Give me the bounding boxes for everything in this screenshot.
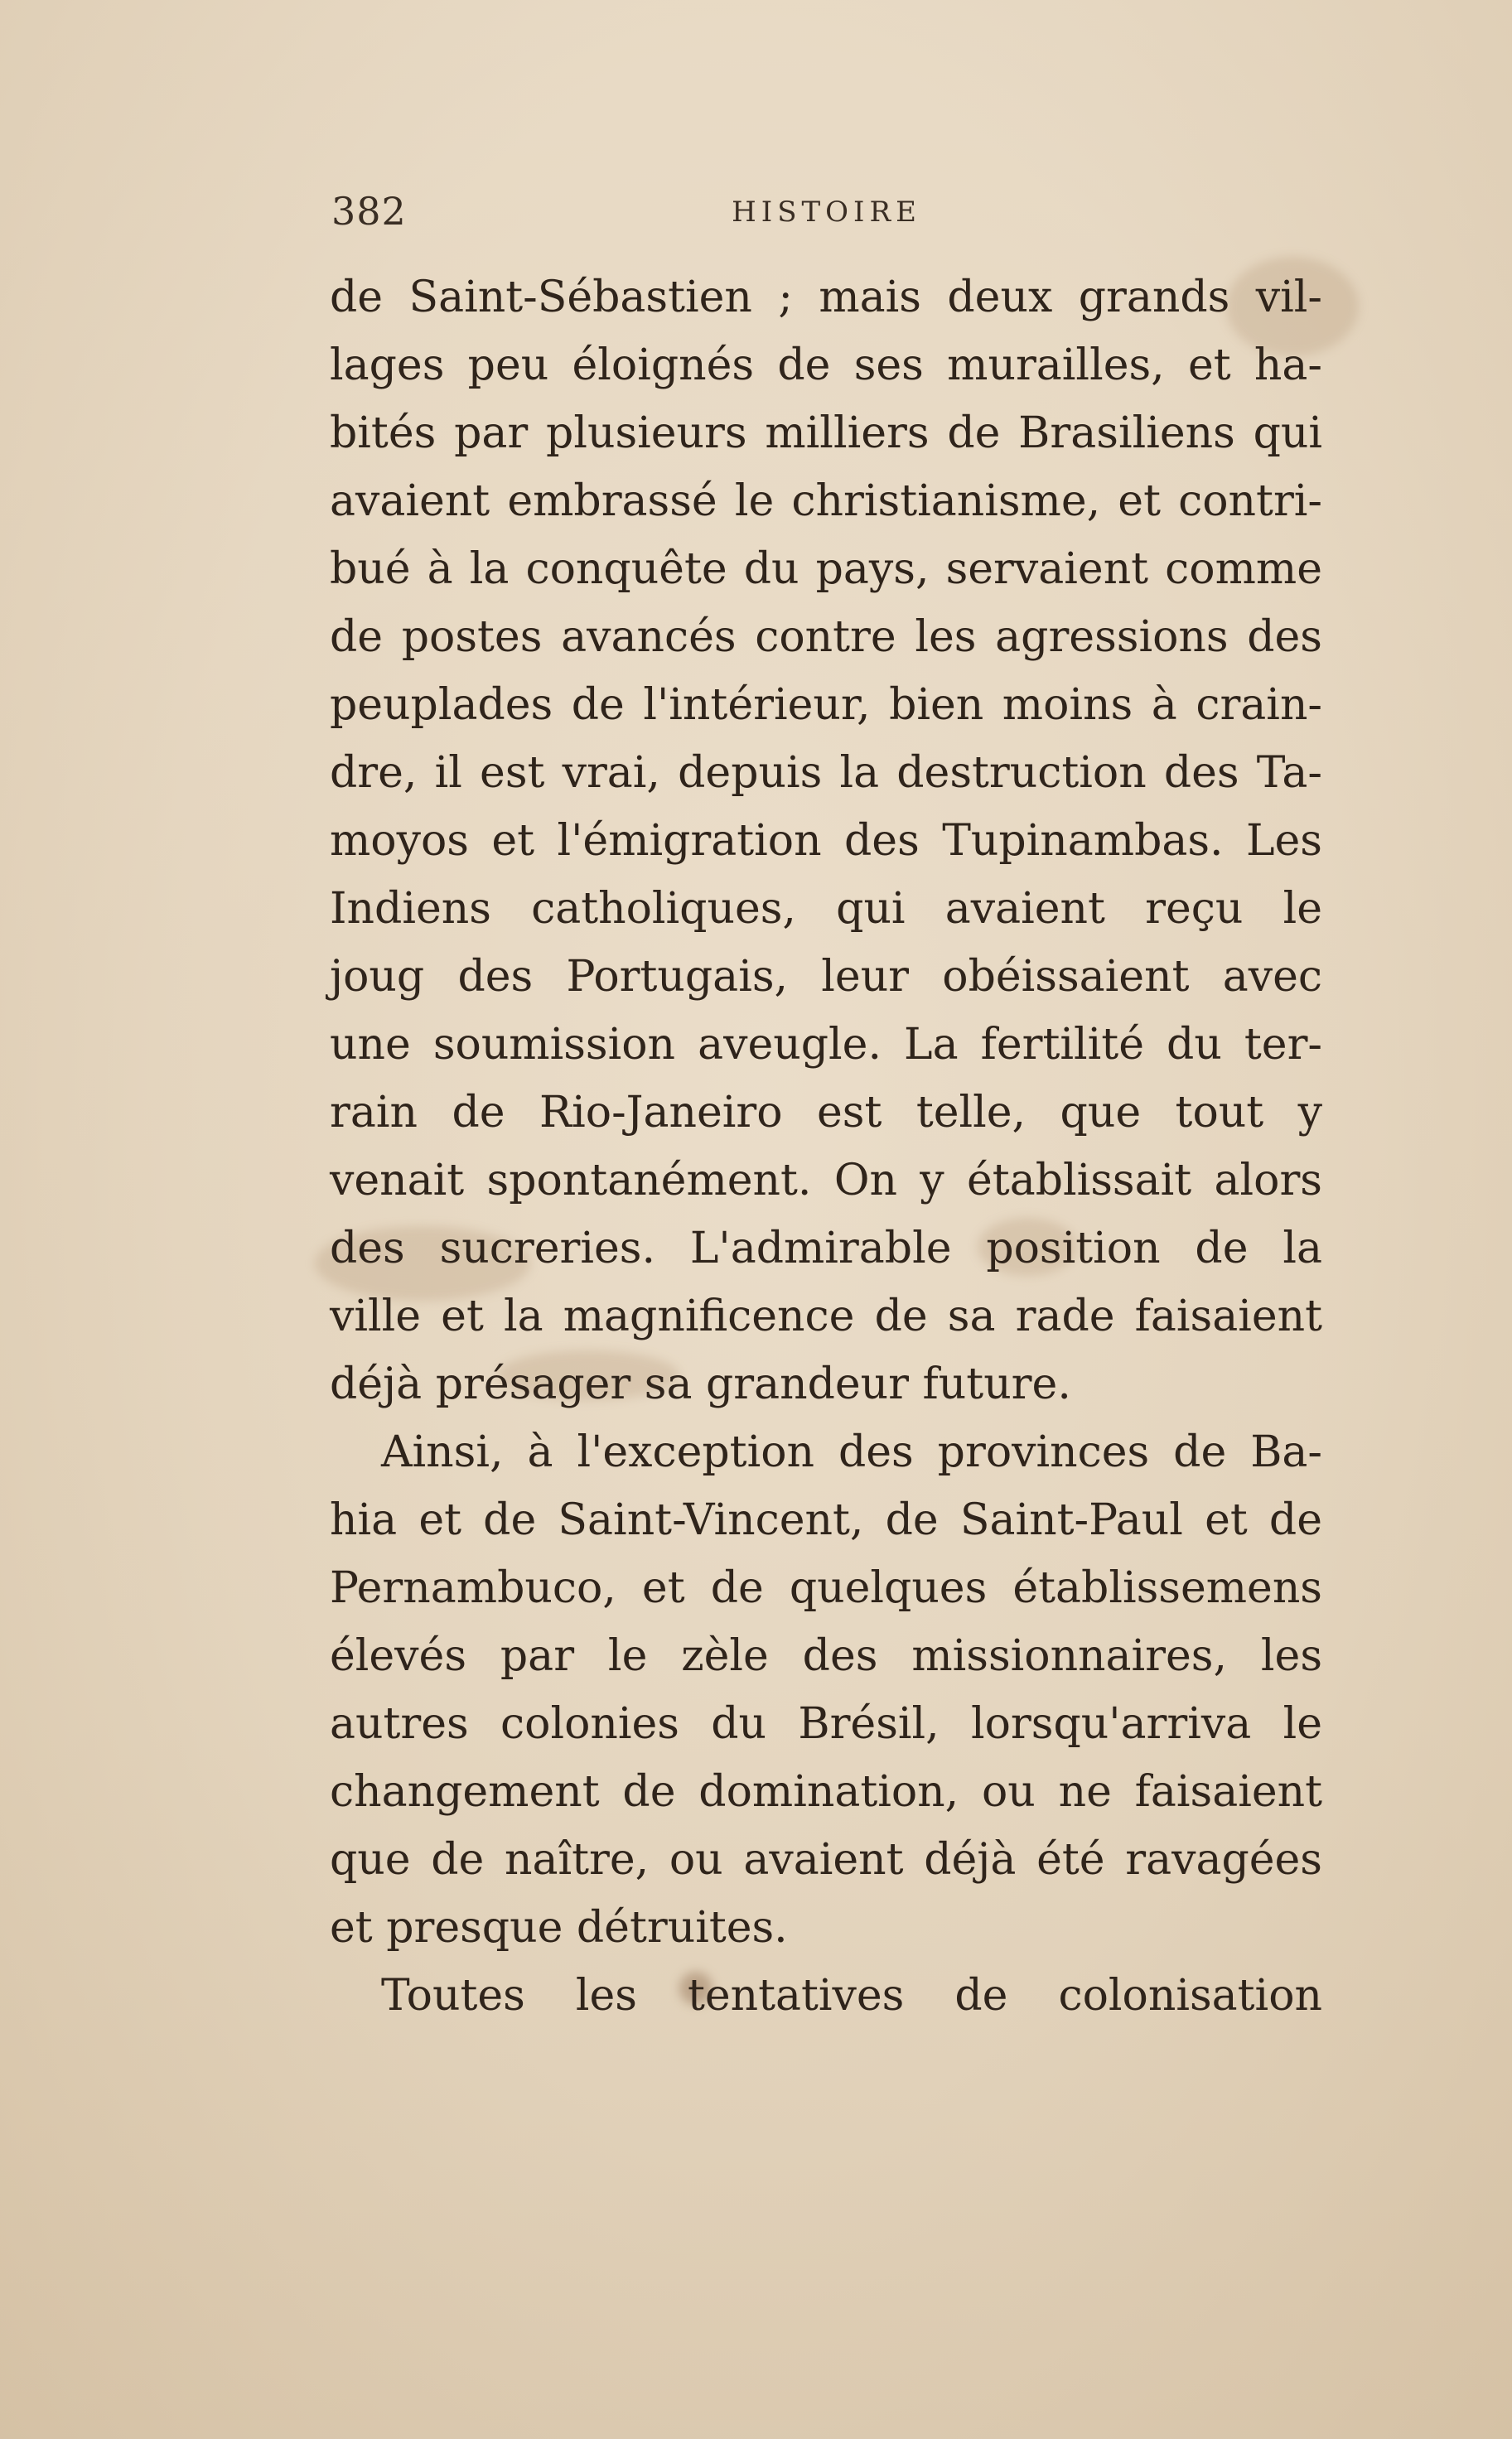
body-text bbox=[330, 263, 1322, 2030]
text-line: rain de Rio-Janeiro est telle, que tout y bbox=[330, 1088, 1322, 1137]
running-head: HISTOIRE bbox=[732, 196, 921, 229]
text-line: peuplades de l'intérieur, bien moins à crain- bbox=[330, 680, 1322, 730]
text-line: Pernambuco, et de quelques établissemens bbox=[330, 1563, 1322, 1613]
text-line: Toutes les tentatives de colonisation bbox=[381, 1971, 1322, 2021]
text-line: bités par plusieurs milliers de Brasiliens qui bbox=[330, 408, 1322, 458]
page-header bbox=[331, 189, 1321, 247]
text-line: une soumission aveugle. La fertilité du ter- bbox=[330, 1020, 1322, 1070]
text-line: autres colonies du Brésil, lorsqu'arriva le bbox=[330, 1699, 1322, 1749]
text-line: des sucreries. L'admirable position de la bbox=[330, 1224, 1322, 1273]
text-line: Ainsi, à l'exception des provinces de Ba- bbox=[381, 1427, 1322, 1477]
text-line: ville et la magnificence de sa rade faisaient bbox=[330, 1292, 1322, 1341]
text-line: venait spontanément. On y établissait alors bbox=[330, 1156, 1322, 1205]
text-line: bué à la conquête du pays, servaient comme bbox=[330, 544, 1322, 594]
text-line: de Saint-Sébastien ; mais deux grands vil- bbox=[330, 273, 1322, 322]
text-line: Indiens catholiques, qui avaient reçu le bbox=[330, 884, 1322, 934]
text-line: avaient embrassé le christianisme, et contri- bbox=[330, 476, 1322, 526]
text-line: dre, il est vrai, depuis la destruction des Ta- bbox=[330, 748, 1322, 798]
text-line: moyos et l'émigration des Tupinambas. Les bbox=[330, 816, 1322, 866]
text-line: joug des Portugais, leur obéissaient avec bbox=[330, 952, 1322, 1002]
text-line: hia et de Saint-Vincent, de Saint-Paul et de bbox=[330, 1495, 1322, 1545]
text-line: déjà présager sa grandeur future. bbox=[330, 1360, 1071, 1409]
text-line: lages peu éloignés de ses murailles, et ha- bbox=[330, 340, 1322, 390]
text-line: et presque détruites. bbox=[330, 1903, 788, 1953]
text-line: changement de domination, ou ne faisaient bbox=[330, 1767, 1322, 1817]
page-number: 382 bbox=[331, 189, 407, 234]
text-line: élevés par le zèle des missionnaires, les bbox=[330, 1631, 1322, 1681]
text-line: de postes avancés contre les agressions des bbox=[330, 612, 1322, 662]
text-line: que de naître, ou avaient déjà été ravagées bbox=[330, 1835, 1322, 1885]
